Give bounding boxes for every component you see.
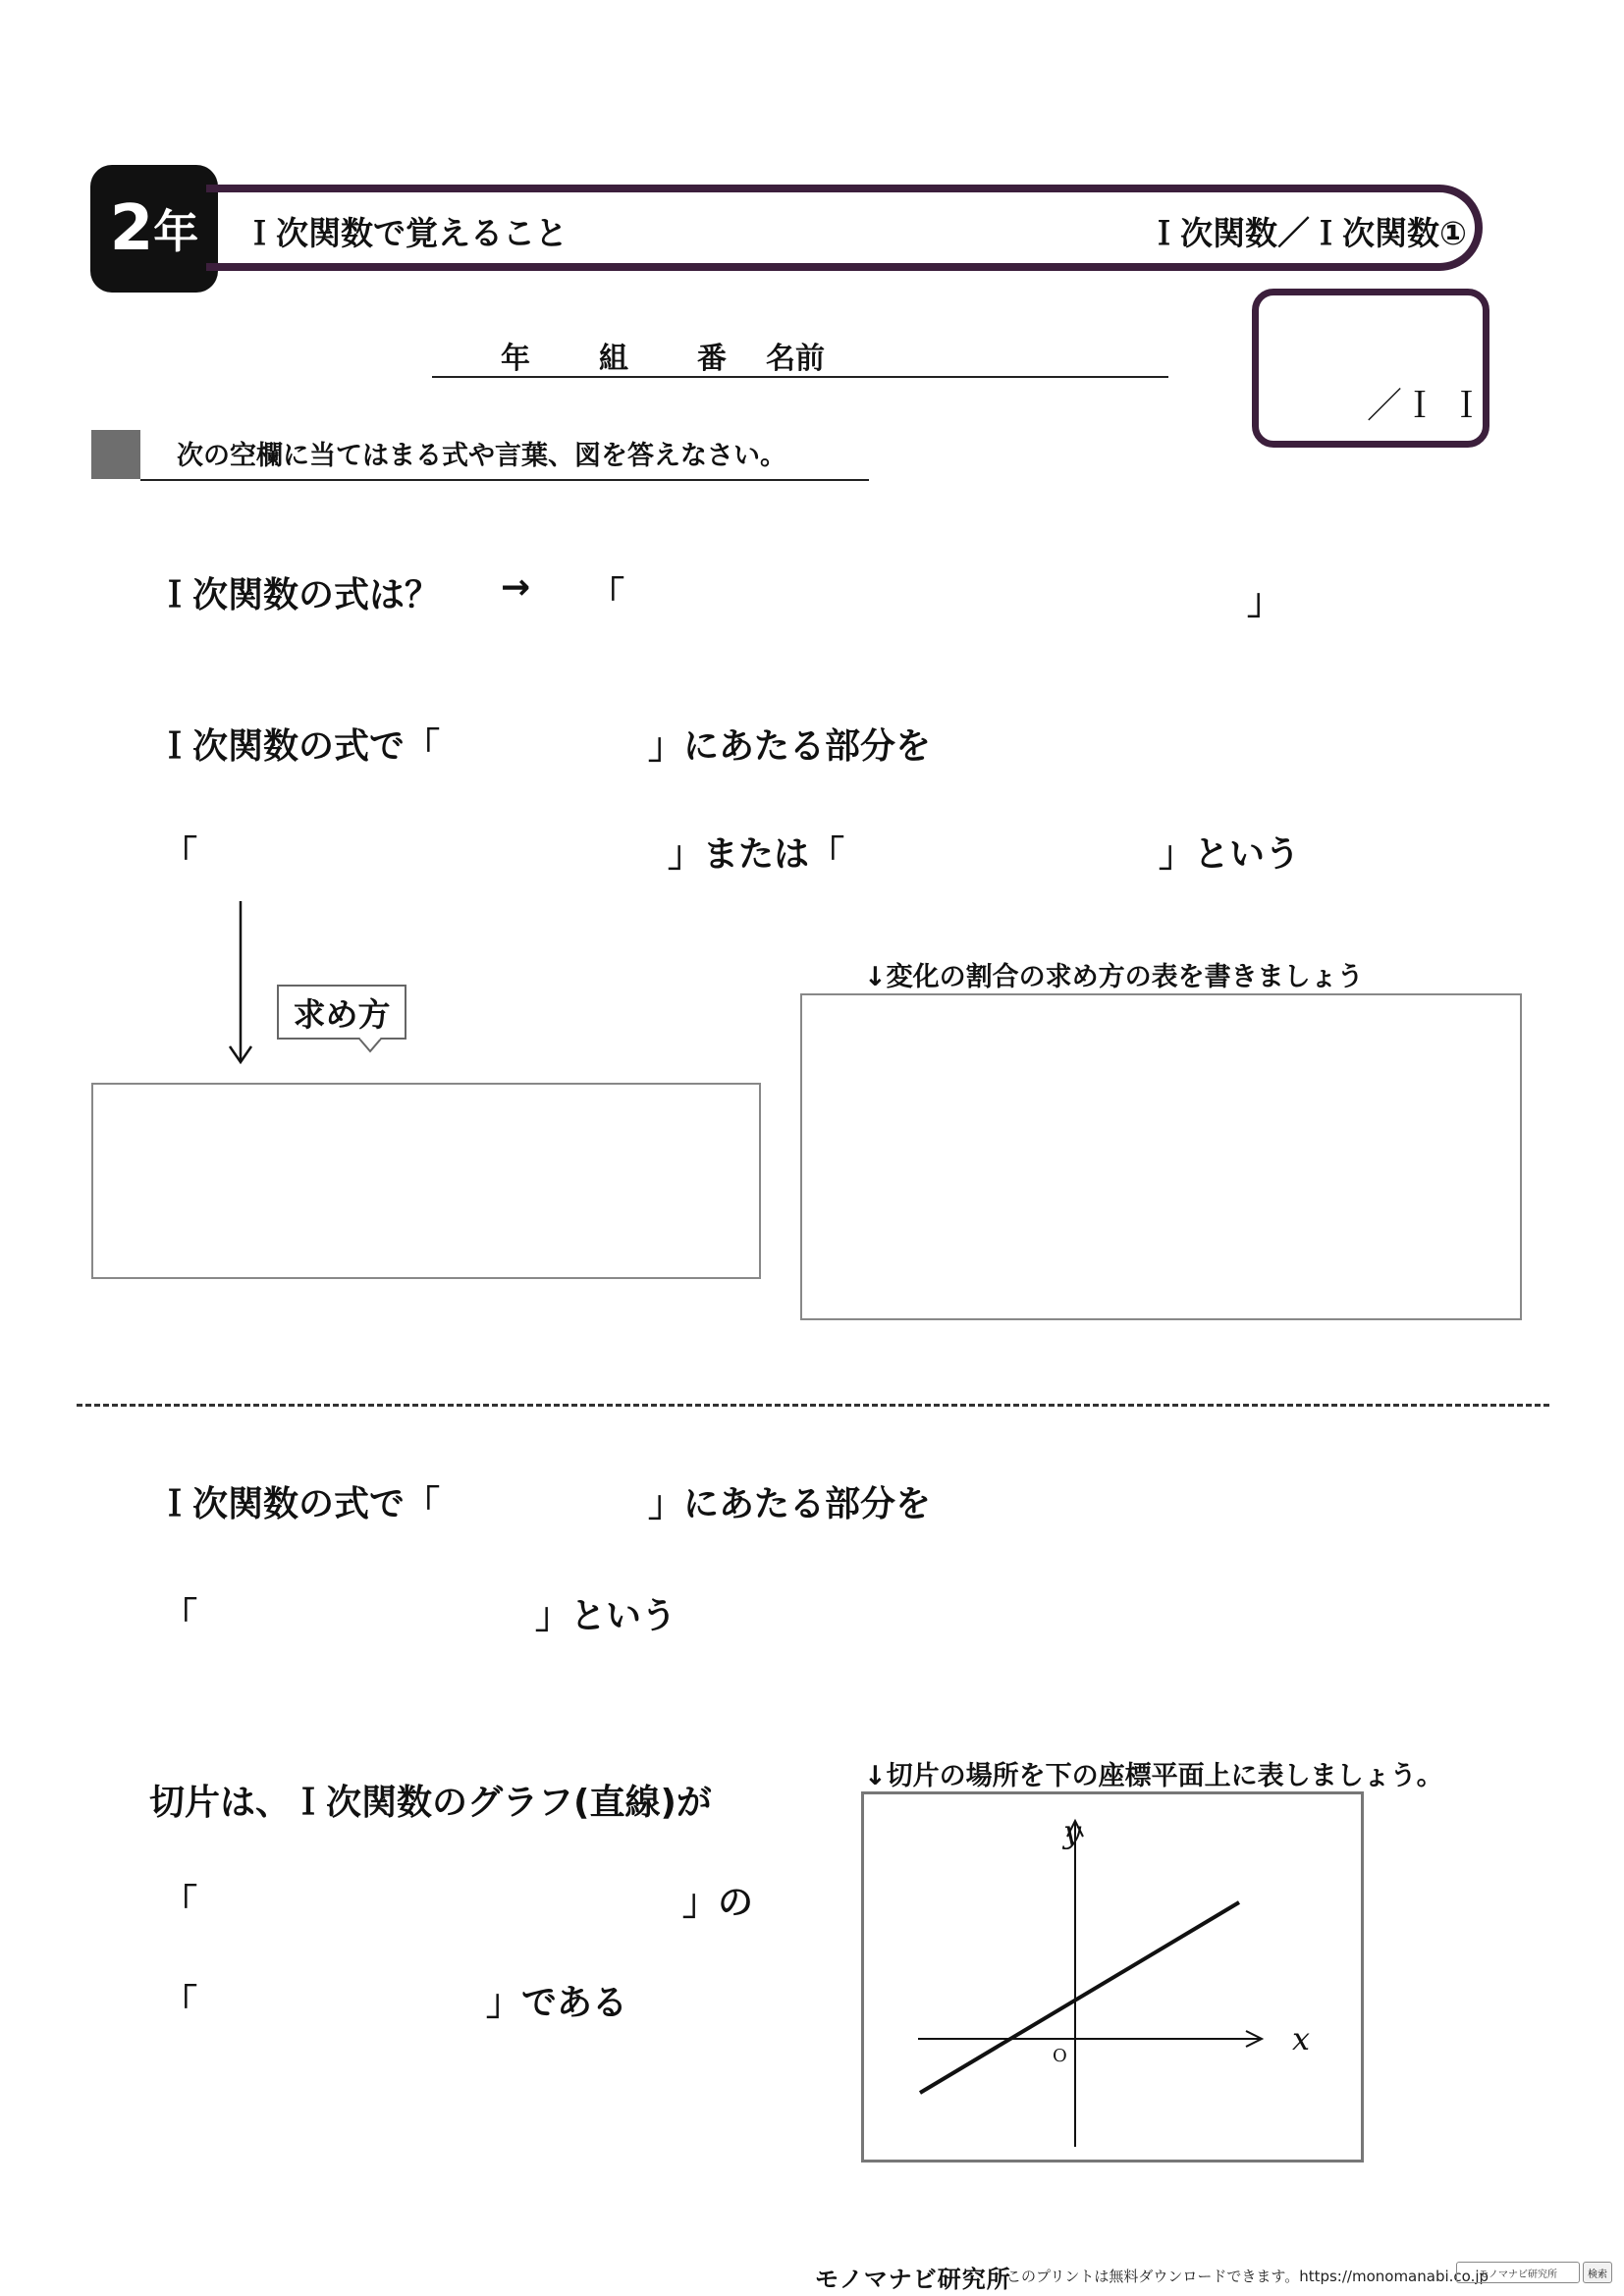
linear-function-line — [920, 1902, 1239, 2093]
q3-line2-open: 「 — [162, 1596, 198, 1636]
name-label: 名前 — [766, 342, 825, 376]
q1-arrow: → — [501, 567, 531, 608]
q4-line2-suffix: 」の — [682, 1883, 754, 1923]
q2-line2-suffix: 」という — [1159, 834, 1301, 875]
grade-badge — [90, 165, 218, 293]
q2-line1-suffix: 」にあたる部分を — [648, 726, 932, 767]
grade-number: 2 — [109, 192, 152, 265]
unit-label: Ｉ次関数／Ｉ次関数① — [1148, 214, 1467, 252]
q2-line2-mid: 」または「 — [668, 834, 845, 875]
footer-logo[interactable]: モノマナビ研究所 — [815, 2266, 1011, 2293]
name-row — [501, 334, 825, 377]
y-axis-label: y — [1063, 1813, 1082, 1850]
instruction-text: 次の空欄に当てはまる式や言葉、図を答えなさい。 — [177, 441, 786, 471]
instruction-underline — [140, 479, 869, 481]
q1-close-bracket: 」 — [1247, 582, 1283, 622]
x-axis-label: x — [1292, 2020, 1311, 2057]
name-number-label: 番 — [697, 342, 727, 376]
name-underline — [432, 376, 1168, 378]
rate-table-answer-box[interactable] — [800, 993, 1522, 1320]
page-title: Ｉ次関数で覚えること — [244, 214, 568, 252]
q3-line1-prefix: Ｉ次関数の式で「 — [157, 1484, 441, 1524]
footer-search-button[interactable]: 検索 — [1583, 2262, 1612, 2283]
section-divider — [77, 1404, 1549, 1407]
q3-line1-suffix: 」にあたる部分を — [648, 1484, 932, 1524]
grade-unit: 年 — [153, 205, 199, 258]
q1-open-bracket: 「 — [589, 575, 625, 615]
q2-line2-open: 「 — [162, 834, 198, 875]
method-answer-box[interactable] — [91, 1083, 761, 1279]
footer-search-input[interactable]: モノマナビ研究所 — [1456, 2262, 1580, 2283]
name-class-label: 組 — [599, 342, 628, 376]
down-arrow-icon — [226, 901, 255, 1068]
score-total: ／Ｉ Ｉ — [1367, 386, 1485, 426]
instruction-marker — [91, 430, 140, 479]
table-caption: ↓変化の割合の求め方の表を書きましょう — [864, 962, 1364, 992]
q4-line3-suffix: 」である — [486, 1983, 628, 2023]
q1-text: Ｉ次関数の式は？ — [157, 575, 441, 615]
q3-line2-suffix: 」という — [535, 1596, 677, 1636]
method-callout — [277, 985, 406, 1040]
graph-caption: ↓切片の場所を下の座標平面上に表しましょう。 — [864, 1761, 1443, 1791]
origin-label: O — [1053, 2046, 1067, 2066]
q4-line1: 切片は、Ｉ次関数のグラフ(直線)が — [149, 1783, 712, 1823]
callout-pointer — [358, 1038, 388, 1055]
q4-line2-open: 「 — [162, 1883, 198, 1923]
name-year-label: 年 — [501, 342, 530, 376]
q2-line1-prefix: Ｉ次関数の式で「 — [157, 726, 441, 767]
method-callout-label: 求め方 — [293, 994, 391, 1034]
q4-line3-open: 「 — [162, 1983, 198, 2023]
footer-text: このプリントは無料ダウンロードできます。https://monomanabi.co.jp — [1006, 2268, 1489, 2285]
coordinate-plane — [861, 1791, 1364, 2163]
